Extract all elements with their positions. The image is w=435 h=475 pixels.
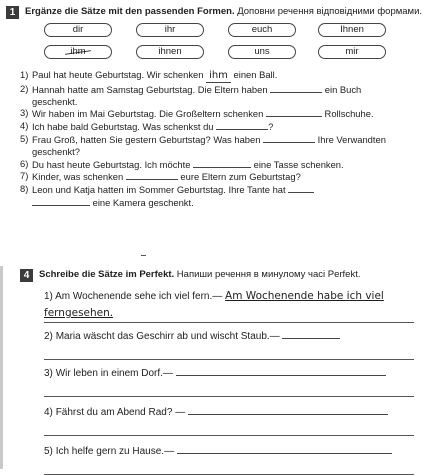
item-text: Maria wäscht das Geschirr ab und wischt Staub.— — [55, 331, 280, 342]
answer-blank[interactable] — [282, 329, 340, 339]
list-item — [20, 133, 405, 158]
item-text-end: ? — [268, 121, 274, 133]
answer-blank[interactable] — [263, 133, 315, 143]
item-text-end: ein Buch geschenkt. — [32, 83, 362, 107]
exercise-4 — [6, 269, 429, 475]
item-text: Paul hat heute Geburtstag. Wir schenken — [32, 69, 207, 80]
answer-blank[interactable] — [266, 107, 322, 117]
instruction-german: Ergänze die Sätze mit den passenden Formen. — [25, 6, 235, 17]
item-text: Wir leben in einem Dorf.— — [55, 368, 173, 379]
item-text-end: eure Eltern zum Geburtstag? — [177, 171, 301, 183]
list-item — [20, 83, 405, 108]
divider-mark — [141, 255, 146, 256]
item-text: Du hast heute Geburtstag. Ich möchte — [32, 158, 194, 170]
item-number: 1) — [44, 291, 53, 302]
item-number: 3) — [20, 107, 29, 119]
list-item — [44, 444, 414, 475]
instruction-german: Schreibe die Sätze im Perfekt. — [39, 269, 175, 280]
exercise-number: 4 — [20, 269, 33, 282]
item-text: Ich habe bald Geburtstag. Was schenkst du — [32, 121, 217, 133]
item-text: Ich helfe gern zu Hause.— — [55, 446, 175, 457]
item-text: Frau Groß, hatten Sie gestern Geburtstag? Was haben — [32, 133, 264, 145]
answer-line[interactable] — [44, 459, 414, 475]
answer-blank[interactable] — [177, 444, 392, 454]
item-number: 7) — [20, 170, 29, 182]
word-chip: ihnen — [136, 45, 204, 59]
exercise-1-header — [6, 6, 429, 19]
item-number: 8) — [20, 183, 29, 195]
list-item — [20, 183, 405, 209]
answer-blank[interactable] — [193, 158, 251, 168]
exercise-instruction — [25, 6, 422, 18]
item-text: Kinder, was schenken — [32, 171, 126, 183]
item-text-end: Ihre Verwandten geschenkt? — [32, 133, 386, 157]
exercise-1 — [6, 6, 429, 209]
item-text-end: eine Tasse schenken. — [251, 158, 344, 170]
word-chip-crossed-out: ihm — [44, 45, 112, 59]
answer-line[interactable] — [44, 420, 414, 436]
item-number: 4) — [44, 407, 53, 418]
list-item — [44, 405, 414, 436]
handwritten-answer[interactable]: ferngesehen. — [44, 307, 114, 319]
list-item — [44, 366, 414, 397]
word-chip: Ihnen — [318, 23, 386, 37]
item-text: Wir haben im Mai Geburtstag. Die Großeltern schenken — [32, 108, 266, 120]
exercise-4-items — [44, 288, 414, 475]
answer-line[interactable] — [44, 381, 414, 397]
item-text-end: Rollschuhe. — [321, 108, 374, 120]
exercise-4-header — [6, 269, 429, 282]
item-number: 2) — [44, 331, 53, 342]
list-item — [20, 69, 405, 83]
item-text: Fährst du am Abend Rad? — — [55, 407, 186, 418]
exercise-1-items — [20, 69, 405, 209]
scan-edge — [0, 266, 3, 469]
handwritten-answer[interactable]: Am Wochenende habe ich viel — [225, 290, 384, 302]
list-item — [44, 288, 414, 323]
item-text: Leon und Katja hatten im Sommer Geburtstag. Ihre Tante hat — [32, 184, 289, 196]
list-item — [20, 170, 405, 183]
answer-blank[interactable] — [32, 196, 90, 206]
item-number: 1) — [20, 69, 29, 80]
word-chip: dir — [44, 23, 112, 37]
item-text: Hannah hatte am Samstag Geburtstag. Die Eltern haben — [32, 83, 271, 95]
word-chip: mir — [318, 45, 386, 59]
item-number: 5) — [44, 446, 53, 457]
instruction-ukrainian: Доповни речення відповідними формами. — [234, 6, 423, 17]
word-chip: ihr — [136, 23, 204, 37]
item-text: Am Wochenende sehe ich viel fern.— — [55, 291, 223, 302]
answer-line[interactable] — [44, 305, 414, 323]
item-number: 4) — [20, 120, 29, 132]
item-number: 2) — [20, 82, 29, 94]
answer-blank[interactable] — [216, 120, 268, 130]
answer-blank[interactable] — [176, 366, 386, 376]
answer-blank[interactable] — [270, 83, 322, 93]
exercise-instruction — [39, 269, 360, 281]
instruction-ukrainian: Напиши речення в минулому часі Perfekt. — [174, 269, 361, 280]
word-bank — [6, 23, 429, 63]
handwritten-answer[interactable]: ihm — [206, 70, 231, 83]
answer-blank[interactable] — [188, 405, 388, 415]
item-number: 6) — [20, 157, 29, 169]
item-text-end: einen Ball. — [230, 69, 278, 80]
list-item — [20, 158, 405, 171]
item-text-end: eine Kamera geschenkt. — [90, 196, 194, 208]
answer-line[interactable] — [44, 344, 414, 360]
item-number: 3) — [44, 368, 53, 379]
list-item — [20, 107, 405, 120]
item-number: 5) — [20, 132, 29, 144]
answer-blank[interactable] — [126, 170, 178, 180]
list-item — [44, 329, 414, 360]
exercise-number: 1 — [6, 6, 19, 19]
word-chip: uns — [228, 45, 296, 59]
list-item — [20, 120, 405, 133]
answer-blank[interactable] — [288, 183, 314, 193]
word-chip: euch — [228, 23, 296, 37]
